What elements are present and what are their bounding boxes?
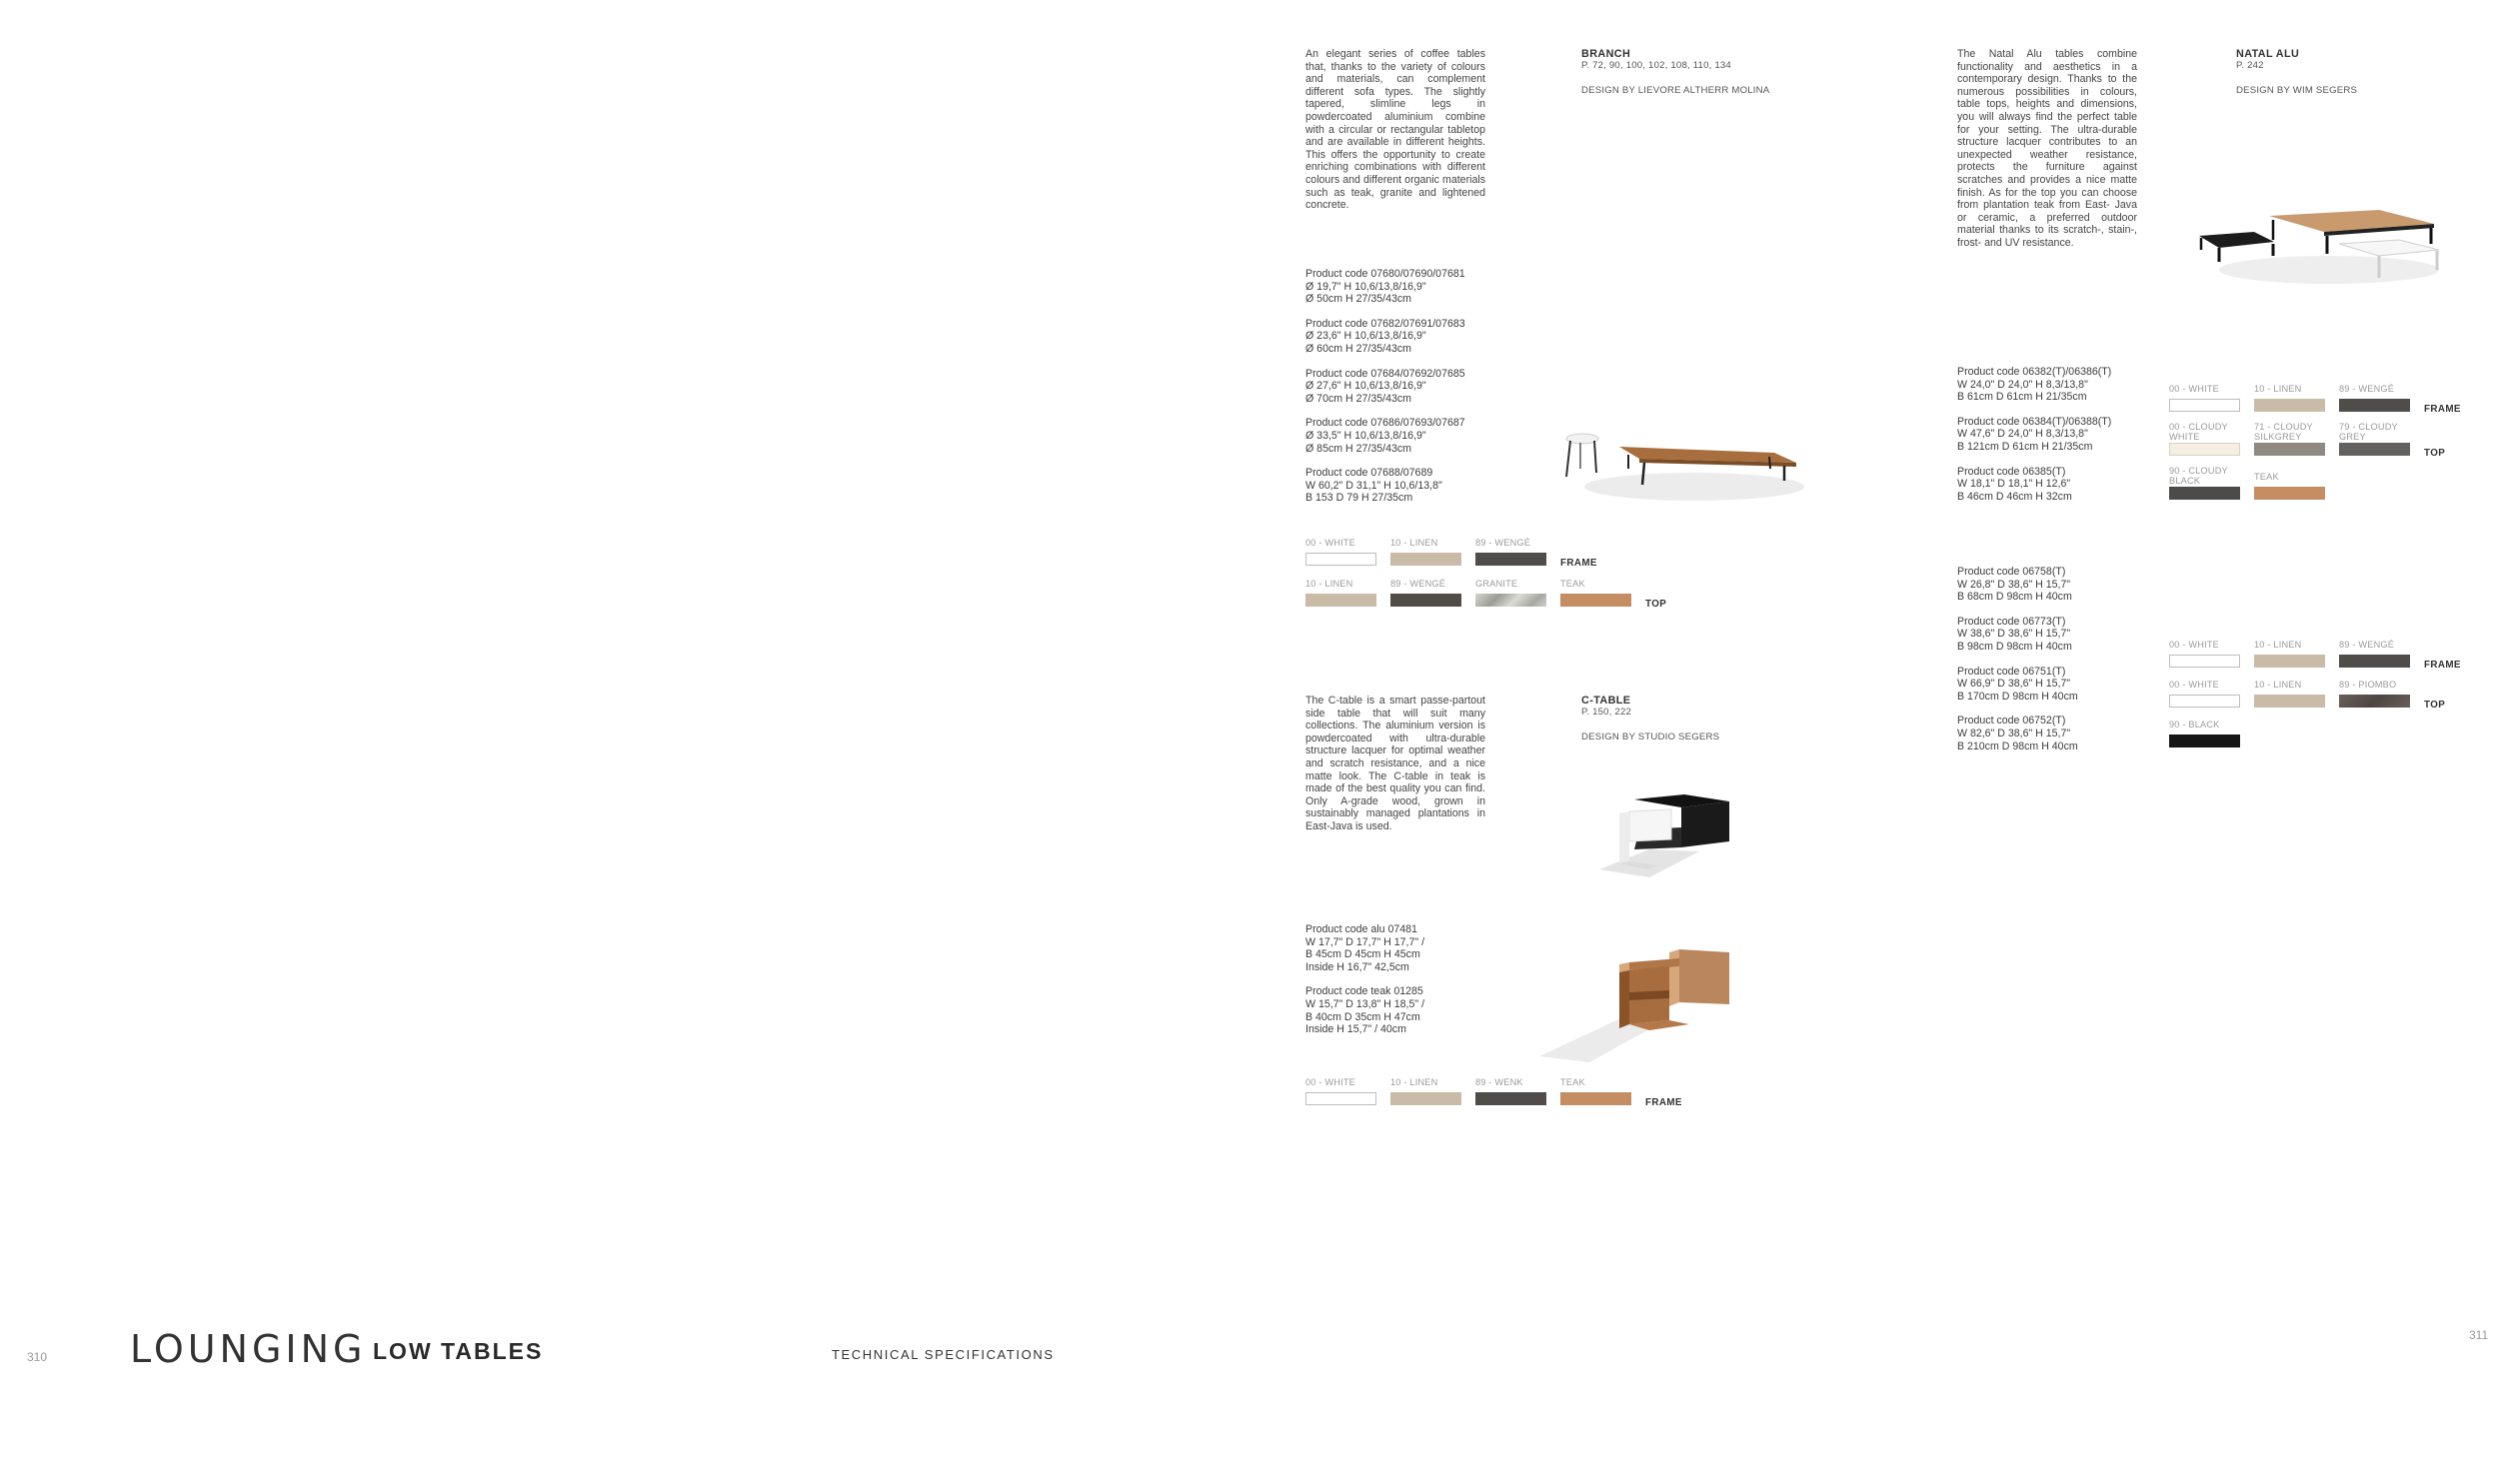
swatch-label: 89 - WENGÉ: [1390, 579, 1446, 589]
spec-line: Product code 06751(T): [1957, 665, 2066, 678]
swatch-linen[interactable]: [2254, 655, 2325, 668]
swatch-label: 89 - WENGÉ: [2339, 384, 2395, 394]
swatch-label: 00 - CLOUDY WHITE: [2169, 422, 2228, 442]
spec-line: Product code 06752(T): [1957, 715, 2066, 728]
swatch-linen[interactable]: [1305, 594, 1376, 607]
swatch-label: TEAK: [1560, 579, 1585, 589]
page-number-right: 311: [2469, 1328, 2489, 1342]
swatch-label: 10 - LINEN: [2254, 640, 2302, 650]
swatch-cloudy-grey[interactable]: [2339, 443, 2410, 456]
swatch-label: TEAK: [1560, 1077, 1585, 1087]
swatch-teak[interactable]: [2254, 487, 2325, 500]
swatch-label: 10 - LINEN: [2254, 384, 2302, 394]
branch-designer: DESIGN BY LIEVORE ALTHERR MOLINA: [1581, 84, 1770, 96]
branch-specs: [1305, 268, 1465, 517]
swatch-label: 71 - CLOUDY SILKGREY: [2254, 422, 2313, 442]
swatch-wenge[interactable]: [2339, 655, 2410, 668]
spec-line: Product code 06382(T)/06386(T): [1957, 366, 2112, 378]
swatch-white[interactable]: [2169, 655, 2240, 668]
spec-line: B 121cm D 61cm H 21/35cm: [1957, 440, 2093, 453]
swatch-label: 89 - WENGÉ: [1475, 538, 1531, 548]
ctable-description: The C-table is a smart passe-partout side table that will suit many collections. The aluminium version is powdercoated with ultra-durable structure lacquer for optimal weather and scratch resistance, and a nice matte look. The C-table in teak is made of the best quality you can find. Only A-grade wood, grown in sustainably managed plantations in East-Java is used.: [1305, 695, 1485, 832]
spec-line: W 17,7" D 17,7" H 17,7" /: [1305, 935, 1425, 948]
swatch-piombo[interactable]: [2339, 695, 2410, 708]
spec-line: W 82,6" D 38,6" H 15,7": [1957, 727, 2071, 740]
spec-line: Inside H 15,7" / 40cm: [1305, 1023, 1406, 1036]
spec-block: [1305, 417, 1465, 455]
ctable-alu-image: [1589, 789, 1739, 879]
spec-line: B 170cm D 98cm H 40cm: [1957, 690, 2078, 703]
spec-line: Product code 06385(T): [1957, 465, 2066, 478]
swatch-label: 10 - LINEN: [1305, 579, 1353, 589]
ctable-designer: DESIGN BY STUDIO SEGERS: [1581, 731, 1720, 742]
ctable-teak-image: [1529, 944, 1739, 1064]
branch-swatches: [1305, 538, 1667, 618]
natal-specs-a: [1957, 366, 2111, 515]
branch-table-image: [1544, 425, 1809, 515]
swatch-label: 00 - WHITE: [2169, 640, 2219, 650]
spec-block: [1305, 268, 1465, 306]
spec-line: B 45cm D 45cm H 45cm: [1305, 948, 1420, 961]
spec-line: Ø 23,6" H 10,6/13,8/16,9": [1305, 330, 1426, 343]
swatch-linen[interactable]: [1390, 553, 1461, 566]
spec-block: [1305, 318, 1465, 356]
spec-line: W 60,2" D 31,1" H 10,6/13,8": [1305, 479, 1442, 492]
spec-line: Product code alu 07481: [1305, 923, 1417, 935]
spec-line: Product code 06384(T)/06388(T): [1957, 415, 2112, 428]
swatch-label: 89 - PIOMBO: [2339, 680, 2397, 690]
section-title: LOUNGING: [130, 1327, 367, 1371]
natal-header: [2236, 48, 2357, 97]
natal-swatches-b: [2169, 640, 2469, 759]
natal-designer: DESIGN BY WIM SEGERS: [2236, 84, 2358, 96]
swatch-label: GRANITE: [1475, 579, 1518, 589]
branch-pages: P. 72, 90, 100, 102, 108, 110, 134: [1581, 60, 1731, 71]
spec-line: B 210cm D 98cm H 40cm: [1957, 740, 2078, 752]
spec-line: Product code 07688/07689: [1305, 467, 1433, 480]
spec-line: B 98cm D 98cm H 40cm: [1957, 640, 2072, 653]
swatch-label: 89 - WENGÉ: [2339, 640, 2395, 650]
swatch-wenge[interactable]: [2339, 399, 2410, 412]
branch-description: An elegant series of coffee tables that, thanks to the variety of colours and materials, can complement different sofa types. The slightly tapered, slimline legs in powdercoated aluminium combine with a circular or rectangular tabletop and are available in different heights. This offers the opportunity to create enriching combinations with different colours and different organic materials such as teak, granite and lightened concrete.: [1305, 48, 1485, 212]
spec-line: B 61cm D 61cm H 21/35cm: [1957, 391, 2087, 404]
spec-block: [1957, 616, 2078, 654]
spec-line: B 153 D 79 H 27/35cm: [1305, 492, 1413, 505]
spec-line: Ø 50cm H 27/35/43cm: [1305, 293, 1411, 306]
ctable-specs: [1305, 923, 1424, 1048]
spec-line: Product code teak 01285: [1305, 985, 1423, 998]
spec-block: [1957, 466, 2111, 504]
spec-line: Ø 60cm H 27/35/43cm: [1305, 342, 1411, 355]
spec-line: W 38,6" D 38,6" H 15,7": [1957, 628, 2071, 641]
spec-line: Ø 19,7" H 10,6/13,8/16,9": [1305, 280, 1426, 293]
natal-description: The Natal Alu tables combine functionality and aesthetics in a contemporary design. Thanks to the numerous possibilities in colours, table tops, heights and dimensions, you will always find the perfect table for your setting. The ultra-durable structure lacquer contributes to an unexpected weather resistance, protects the furniture against scratches and provides a nice matte finish. As for the top you can choose from plantation teak from East- Java or ceramic, a preferred outdoor material thanks to its scratch-, stain-, frost- and UV resistance.: [1957, 48, 2137, 249]
spec-line: Ø 70cm H 27/35/43cm: [1305, 392, 1411, 405]
swatch-cloudy-black[interactable]: [2169, 487, 2240, 500]
spec-block: [1305, 368, 1465, 406]
spec-block: [1957, 566, 2078, 604]
swatch-label: 00 - WHITE: [2169, 680, 2219, 690]
natal-table-image: [2189, 200, 2449, 290]
swatch-label: 10 - LINEN: [1390, 1077, 1438, 1087]
swatch-black[interactable]: [2169, 735, 2240, 747]
swatch-cloudy-white[interactable]: [2169, 443, 2240, 456]
spec-line: W 66,9" D 38,6" H 15,7": [1957, 678, 2071, 691]
swatch-label: 89 - WENK: [1475, 1077, 1523, 1087]
swatch-wenge[interactable]: [1475, 553, 1546, 566]
spec-line: B 46cm D 46cm H 32cm: [1957, 490, 2072, 503]
swatch-teak[interactable]: [1560, 1092, 1631, 1105]
natal-swatches-a: [2169, 384, 2469, 504]
spec-block: [1957, 416, 2111, 454]
swatch-wenge[interactable]: [1390, 594, 1461, 607]
spec-line: W 15,7" D 13,8" H 18,5" /: [1305, 997, 1425, 1010]
spec-line: Ø 27,6" H 10,6/13,8/16,9": [1305, 380, 1426, 393]
swatch-white[interactable]: [1305, 1092, 1376, 1105]
swatch-wenge[interactable]: [1475, 1092, 1546, 1105]
spec-line: W 47,6" D 24,0" H 8,3/13,8": [1957, 428, 2088, 441]
frame-label: FRAME: [1560, 558, 1597, 569]
subsection-title: LOW TABLES: [373, 1338, 544, 1364]
ctable-header: [1581, 695, 1719, 743]
swatch-linen[interactable]: [2254, 695, 2325, 708]
spec-line: B 68cm D 98cm H 40cm: [1957, 591, 2072, 604]
spec-block: [1305, 923, 1424, 973]
top-label: TOP: [1645, 599, 1667, 610]
spec-line: W 18,1" D 18,1" H 12,6": [1957, 478, 2071, 491]
spec-line: W 24,0" D 24,0" H 8,3/13,8": [1957, 378, 2088, 391]
spec-line: W 26,8" D 38,6" H 15,7": [1957, 578, 2071, 591]
spec-block: [1305, 467, 1465, 505]
frame-label: FRAME: [2424, 660, 2461, 671]
swatch-label: 79 - CLOUDY GREY: [2339, 422, 2398, 442]
ctable-swatches: [1305, 1077, 1682, 1117]
swatch-label: 10 - LINEN: [1390, 538, 1438, 548]
top-label: TOP: [2424, 700, 2446, 711]
branch-title: BRANCH: [1581, 48, 1631, 60]
swatch-label: 10 - LINEN: [2254, 680, 2302, 690]
swatch-linen[interactable]: [1390, 1092, 1461, 1105]
swatch-teak[interactable]: [1560, 594, 1631, 607]
natal-specs-b: [1957, 566, 2078, 764]
spec-block: [1957, 715, 2078, 752]
swatch-label: 00 - WHITE: [1305, 538, 1355, 548]
swatch-cloudy-silkgrey[interactable]: [2254, 443, 2325, 456]
swatch-granite[interactable]: [1475, 594, 1546, 607]
branch-header: [1581, 48, 1769, 97]
swatch-linen[interactable]: [2254, 399, 2325, 412]
spec-line: Product code 07684/07692/07685: [1305, 367, 1465, 380]
spec-line: Product code 07680/07690/07681: [1305, 268, 1465, 280]
spec-line: Product code 07686/07693/07687: [1305, 417, 1465, 430]
swatch-white[interactable]: [2169, 695, 2240, 708]
swatch-label: 00 - WHITE: [1305, 1077, 1355, 1087]
natal-pages: P. 242: [2236, 60, 2264, 71]
swatch-label: TEAK: [2254, 472, 2279, 482]
swatch-white[interactable]: [2169, 399, 2240, 412]
technical-specs-title: TECHNICAL SPECIFICATIONS: [832, 1347, 1055, 1362]
spec-line: B 40cm D 35cm H 47cm: [1305, 1010, 1420, 1023]
swatch-label: 00 - WHITE: [2169, 384, 2219, 394]
swatch-label: 90 - CLOUDY BLACK: [2169, 466, 2228, 486]
spec-line: Ø 85cm H 27/35/43cm: [1305, 442, 1411, 455]
spec-line: Product code 06758(T): [1957, 566, 2066, 578]
spec-line: Product code 06773(T): [1957, 615, 2066, 628]
spec-line: Ø 33,5" H 10,6/13,8/16,9": [1305, 429, 1426, 442]
ctable-title: C-TABLE: [1581, 695, 1631, 707]
spec-block: [1957, 666, 2078, 704]
page-number-left: 310: [27, 1350, 48, 1364]
swatch-white[interactable]: [1305, 553, 1376, 566]
spec-block: [1305, 985, 1424, 1035]
spec-line: Product code 07682/07691/07683: [1305, 317, 1465, 330]
swatch-label: 90 - BLACK: [2169, 720, 2220, 730]
spec-line: Inside H 16,7" 42,5cm: [1305, 960, 1409, 973]
spec-block: [1957, 366, 2111, 404]
frame-label: FRAME: [1645, 1097, 1682, 1108]
top-label: TOP: [2424, 448, 2446, 459]
natal-title: NATAL ALU: [2236, 48, 2300, 60]
frame-label: FRAME: [2424, 404, 2461, 415]
ctable-pages: P. 150, 222: [1581, 707, 1632, 718]
